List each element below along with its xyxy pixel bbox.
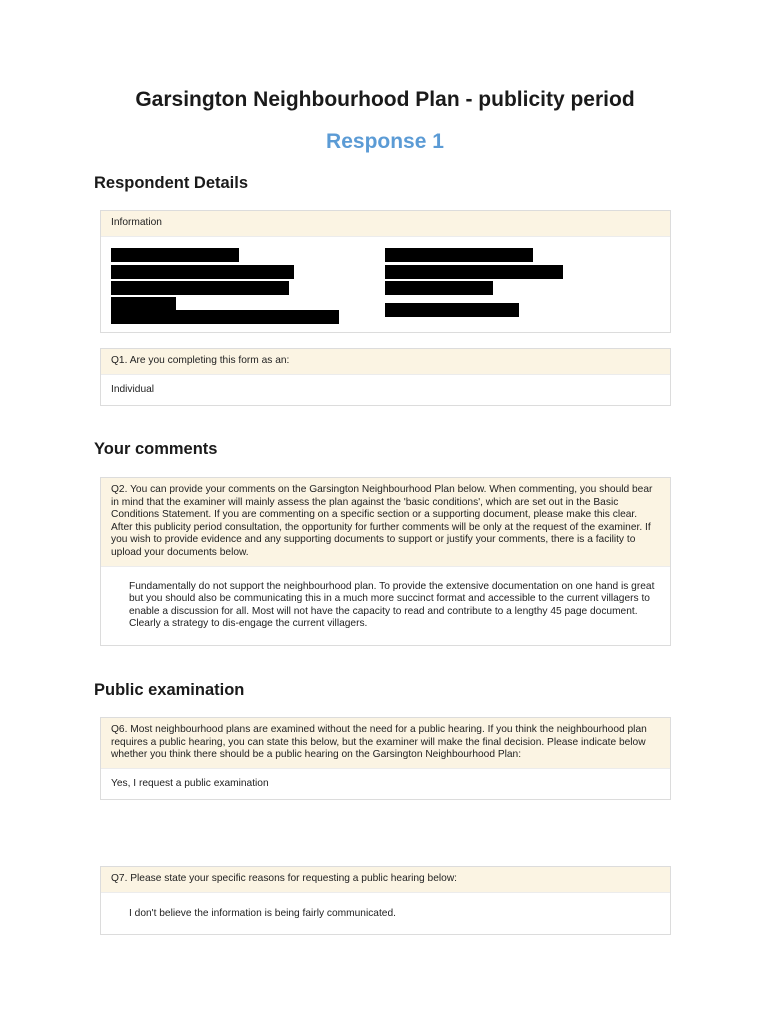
information-box <box>100 210 671 333</box>
response-number: Response 1 <box>326 130 444 153</box>
q1-box <box>100 348 671 406</box>
q7-answer: I don't believe the information is being fairly communicated. <box>129 907 396 919</box>
information-label: Information <box>101 211 670 237</box>
your-comments-heading: Your comments <box>94 440 218 458</box>
document-title: Garsington Neighbourhood Plan - publicity period <box>135 88 635 111</box>
redaction-bar <box>111 310 339 324</box>
redaction-bar <box>385 265 563 279</box>
q2-box <box>100 477 671 646</box>
q1-question: Q1. Are you completing this form as an: <box>101 349 670 375</box>
redaction-bar <box>385 281 493 295</box>
q1-answer: Individual <box>111 383 155 395</box>
redaction-bar <box>111 281 289 295</box>
q6-question: Q6. Most neighbourhood plans are examined without the need for a public hearing. If you think the neighbourhood plan requires a public hearing, you can state this below, but the examiner will make the final decision. Please indicate below whether you think there should be a public hearing on the Garsington Neighbourhood Plan: <box>101 718 670 769</box>
redaction-bar <box>385 303 519 317</box>
q2-answer: Fundamentally do not support the neighbourhood plan. To provide the extensive documentation on one hand is great but you should also be communicating this in a much more succinct format and accessible to the current villagers to enable a discussion for all. Most will not have the capacity to read and contribute to a lengthy 45 page document. Clearly a strategy to dis-engage the current villagers. <box>129 580 655 630</box>
redaction-bar <box>385 248 533 262</box>
redaction-bar <box>111 265 294 279</box>
q7-box <box>100 866 671 935</box>
public-examination-heading: Public examination <box>94 681 245 699</box>
respondent-details-heading: Respondent Details <box>94 174 249 192</box>
q6-answer: Yes, I request a public examination <box>111 777 269 789</box>
q2-question: Q2. You can provide your comments on the Garsington Neighbourhood Plan below. When commenting, you should bear in mind that the examiner will mainly assess the plan against the 'basic conditions', which are set out in the Basic Conditions Statement. If you are commenting on a specific section or a supporting document, please make this clear. After this publicity period consultation, the opportunity for further comments will be only at the request of the examiner. If you wish to provide evidence and any supporting documents to support or justify your comments, there is a facility to upload your documents below. <box>101 478 670 567</box>
q6-box <box>100 717 671 800</box>
redaction-bar <box>111 297 176 311</box>
q7-question: Q7. Please state your specific reasons for requesting a public hearing below: <box>101 867 670 893</box>
redaction-bar <box>111 248 239 262</box>
redacted-details <box>101 237 670 333</box>
